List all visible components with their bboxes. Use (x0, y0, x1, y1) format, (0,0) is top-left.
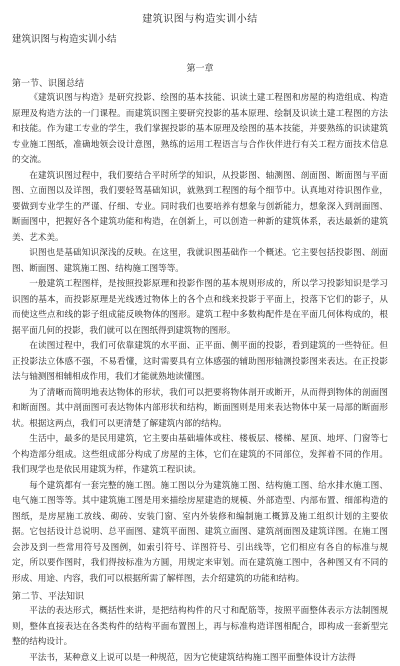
paragraph: 在读图过程中，我们可依靠建筑的水平面、正平面、侧平面的投影，看到建筑的一些特征。但正投影法立体感不强，不易看懂，这时需要具有立体感强的辅助图形轴测投影图来表达。在正投影法与轴测图相辅相成作用，我们才能就熟地读懂图。 (12, 339, 388, 386)
paragraph: 平法书，某种意义上说可以是一种规范，因为它使建筑结构施工图平面整体设计方法得 (12, 651, 388, 666)
page-header-title: 建筑识图与构造实训小结 (12, 10, 388, 25)
paragraph: 在建筑识图过程中，我们要结合平时所学的知识，从投影图、轴测图、剖面图、断面图与平面图、立面图以及详图，我们要轻驾基础知识，就熟到工程图的每个细节中。认真地对待识图作业，要做到专业学生的严谨、仔细、专业。同时我们也要培养有想象与创新能力，想象深入到剖面图、断面图中，把握好各个建筑功能和构造，在创新上，可以创造一种新的建筑体系，表达最新的建筑美、艺术美。 (12, 169, 388, 247)
section-heading-1: 第一节、识图总结 (12, 76, 388, 89)
paragraph: 每个建筑都有一套完整的施工图。施工图以分为建筑施工图、结构施工图、给水排水施工图、电气施工图等等。其中建筑施工图是用来描绘房屋建造的规模、外部造型、内部布置、细部构造的图纸，是房屋施工放线、砌砖、安装门窗、室内外装修和编制施工概算及施工组织计划的主要依据。它包括设计总说明、总平面图、建筑平面图、建筑立面图、建筑剖面图及建筑详图。在施工图会涉及到一些常用符号及图例，如索引符号、详图符号、引出线等，它们相应有各自的标准与规定，所以要作图时，我们得按标准为方圆，用规定来审划。而在建筑施工图中，各种图又有不同的形成、用途、内容，我们可以根据所需了解样图，去介绍建筑的功能和结构。 (12, 479, 388, 588)
chapter-heading: 第一章 (12, 61, 388, 74)
document-subtitle: 建筑识图与构造实训小结 (12, 31, 388, 45)
paragraph: 生活中，最多的是民用建筑，它主要由基础墙体或柱、楼板层、楼梯、屋顶、地坪、门窗等七个构造部分组成。这些组成部分构成了房屋的主体，它们在建筑的不同部位，发挥着不同的作用。我们现学也是依民用建筑为样，作建筑工程识读。 (12, 432, 388, 479)
paragraph: 识图也是基础知识深浅的反映。在这里，我就识图基础作一个概述。它主要包括投影图、剖面图、断面图、建筑施工图、结构施工图等等。 (12, 246, 388, 277)
paragraph: 为了清晰而简明地表达物体的形状，我们可以把要将物体剖开或断开，从而得到物体的剖面图和断面图。其中剖面图可表达物体内部形状和结构，断面图则是用来表达物体中某一局部的断面形状。根据这两点，我们可以更清楚了解建筑内部的结构。 (12, 386, 388, 433)
paragraph: 平法的表达形式，概括性来讲，是把结构构件的尺寸和配筋等，按照平面整体表示方法制图规则，整体直接表达在各类构件的结构平面布置图上，再与标准构造详图相配合，即构成一套新型完整的结构设计。 (12, 604, 388, 651)
paragraph: 一般建筑工程图样，是按照投影原理和投影作图的基本规则形成的，所以学习投影知识是学习识图的基本，而投影原理是光线透过物体上的各个点和线来投影于平面上，投落下它们的影子，从而使这些点和线的影子组成能反映物体的图形。建筑工程中多数构配件是在平面几何体构成的，根据平面几何的投影，我们就可以在图纸得到建筑物的图形。 (12, 277, 388, 339)
section-heading-2: 第二节、平法知识 (12, 589, 388, 602)
paragraph: 《建筑识图与构造》是研究投影、绘图的基本技能、识读土建工程图和房屋的构造组成、构造原理及构造方法的一门课程。而建筑识图主要研究投影的基本原理、绘制及识读土建工程图的方法和技能。作为建工专业的学生，我们掌握投影的基本原理及绘图的基本技能，并要熟练的识读建筑专业施工图纸，准确地领会设计意图，熟练的运用工程语言与合作伙伴进行有关工程方面技术信息的交流。 (12, 91, 388, 169)
